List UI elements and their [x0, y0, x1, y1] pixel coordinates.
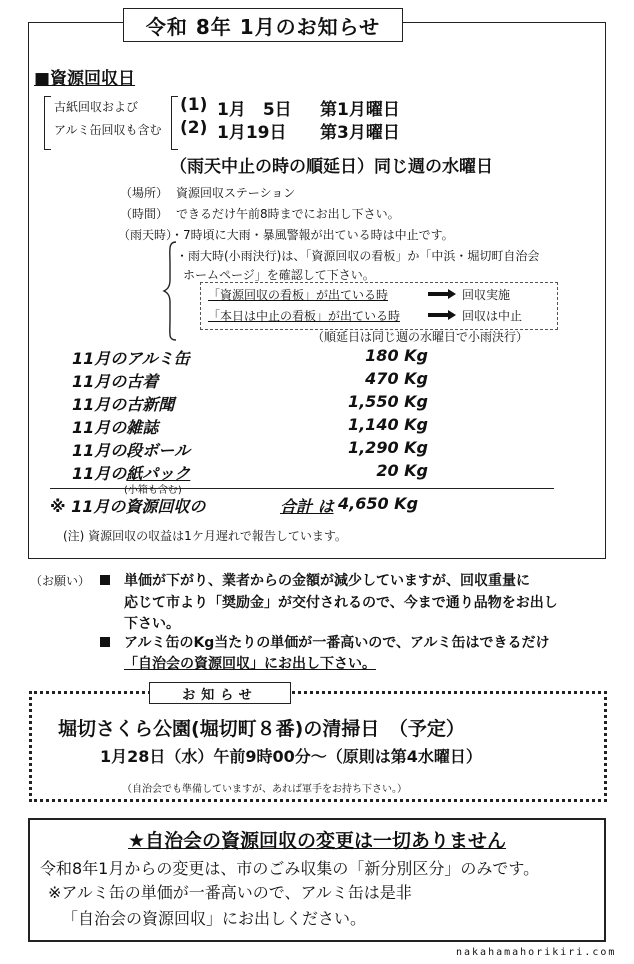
time-label: （時間）: [120, 207, 169, 221]
request1-line3: 下さい。: [124, 616, 180, 632]
place-value: 資源回収ステーション: [176, 186, 296, 200]
rain-line1: ・7時頃に大雨・暴風警報が出ている時は中止です。: [171, 228, 454, 242]
sign1-text: 「資源回収の看板」が出ている時: [208, 288, 389, 302]
request1-line2: 応じて市より「奨励金」が交付されるので、今まで通り品物をお出し: [124, 595, 558, 611]
rain-postpone-note: （雨天中止の時の順延日）同じ週の水曜日: [170, 157, 493, 177]
schedule-row2-date: 1月19日: [217, 123, 287, 143]
stat-label-cartons-main: 紙パック: [126, 464, 191, 483]
section-heading: ■資源回収日: [34, 69, 136, 89]
notice-tab: お知らせ: [149, 682, 291, 704]
stat-value-newspaper: 1,550 Kg: [347, 392, 428, 411]
arrow-right-icon: [428, 310, 456, 320]
stat-label-cartons-prefix: 11月の: [72, 464, 127, 483]
event-note: （自治会でも準備していますが、あれば軍手をお持ち下さい。）: [122, 784, 407, 795]
request1-line1: 単価が下がり、業者からの金額が減少していますが、回収重量に: [124, 573, 530, 589]
place-label: （場所）: [120, 186, 169, 200]
postpone-note: （順延日は同じ週の水曜日で小雨決行）: [312, 330, 529, 344]
total-label: ※ 11月の資源回収の: [50, 497, 206, 516]
event-date: 1月28日（水）午前9時00分～（原則は第4水曜日）: [100, 747, 482, 766]
stat-label-magazines: 11月の雑誌: [72, 418, 159, 437]
stat-value-clothes: 470 Kg: [365, 369, 428, 388]
request2-line1: アルミ缶のKg当たりの単価が一番高いので、アルミ缶はできるだけ: [124, 635, 550, 651]
total-sum-label: 合計 は: [280, 497, 334, 516]
rain-line2: ・雨大時(小雨決行)は、「資源回収の看板」か「中浜・堀切町自治会: [176, 249, 540, 263]
request2-line2: 「自治会の資源回収」にお出し下さい。: [124, 656, 376, 672]
stat-cartons-sub: (小箱も含む): [124, 485, 182, 496]
requests-label: （お願い）: [30, 574, 91, 588]
stat-label-cardboard: 11月の段ボール: [72, 441, 190, 460]
stat-label-aluminum: 11月のアルミ缶: [72, 349, 190, 368]
total-value: 4,650 Kg: [338, 494, 419, 513]
bottom-line2: ※アルミ缶の単価が一番高いので、アルミ缶は是非: [48, 883, 412, 902]
event-title: 堀切さくら公園(堀切町８番)の清掃日 （予定）: [58, 718, 465, 740]
bullet-square-icon: [100, 637, 110, 647]
schedule-row2-num: (2): [180, 118, 208, 138]
stat-value-magazines: 1,140 Kg: [347, 415, 428, 434]
sign2-result: 回収は中止: [462, 309, 523, 323]
stat-value-cartons: 20 Kg: [376, 461, 428, 480]
stat-label-clothes: 11月の古着: [72, 372, 159, 391]
time-value: できるだけ午前8時までにお出し下さい。: [176, 207, 400, 221]
curly-brace-icon: [162, 240, 180, 342]
schedule-row1-num: (1): [180, 95, 208, 115]
schedule-row1-week: 第1月曜日: [320, 100, 400, 120]
schedule-row1-date: 1月 5日: [217, 100, 292, 120]
bullet-square-icon: [100, 575, 110, 585]
sign1-result: 回収実施: [462, 288, 511, 302]
stat-label-newspaper: 11月の古新聞: [72, 395, 175, 414]
schedule-label-line2: アルミ缶回収も含む: [54, 123, 162, 137]
footer-url: nakahamahorikiri.com: [456, 947, 617, 958]
bottom-title: ★自治会の資源回収の変更は一切ありません: [127, 830, 507, 852]
rain-label: （雨天時）: [118, 228, 179, 242]
schedule-bracket-right: [171, 96, 178, 150]
rain-line3: ホームページ」を確認して下さい。: [183, 268, 375, 282]
revenue-note: (注) 資源回収の収益は1ケ月遅れで報告しています。: [63, 529, 347, 543]
schedule-row2-week: 第3月曜日: [320, 123, 400, 143]
page-title: 令和 8年 1月のお知らせ: [123, 8, 403, 42]
schedule-label-line1: 古紙回収および: [54, 100, 139, 114]
arrow-right-icon: [428, 289, 456, 299]
stat-value-cardboard: 1,290 Kg: [347, 438, 428, 457]
stat-value-aluminum: 180 Kg: [365, 346, 428, 365]
schedule-bracket-left: [44, 96, 51, 150]
sign2-text: 「本日は中止の看板」が出ている時: [208, 309, 401, 323]
bottom-line3: 「自治会の資源回収」にお出しください。: [62, 909, 367, 928]
total-divider: [50, 488, 554, 489]
bottom-line1: 令和8年1月からの変更は、市のごみ収集の「新分別区分」のみです。: [40, 859, 540, 878]
